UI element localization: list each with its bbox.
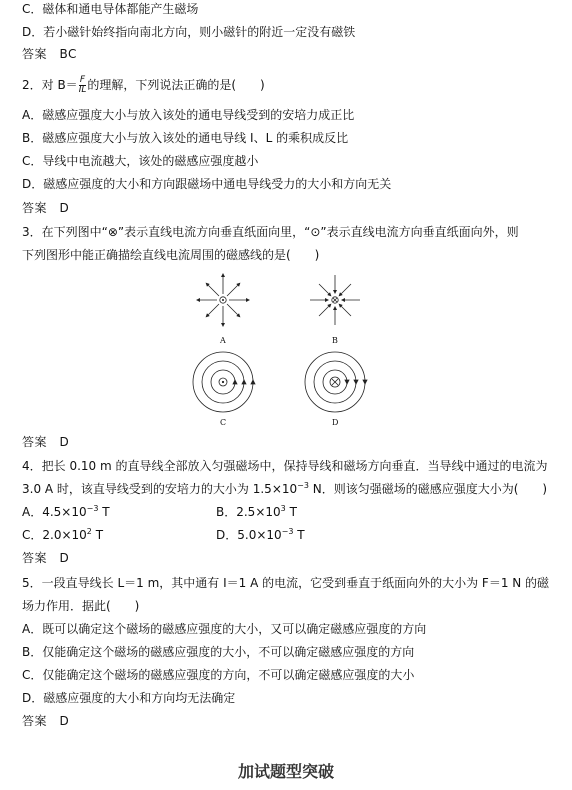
figure-label-a: A	[220, 336, 226, 345]
q5-option-b: B．仅能确定这个磁场的磁感应强度的大小，不可以确定磁感应强度的方向	[22, 645, 415, 659]
figure-label-d: D	[332, 418, 339, 427]
q4-option-b-exp: 3	[280, 504, 286, 513]
q3-figure	[180, 270, 380, 440]
q2-option-d: D．磁感应强度的大小和方向跟磁场中通电导线受力的大小和方向无关	[22, 177, 392, 191]
q4-option-a-exp: −3	[86, 504, 99, 513]
q4-option-d	[216, 527, 305, 543]
figure-label-c: C	[220, 418, 227, 427]
q3-answer: 答案 D	[22, 435, 70, 449]
q2-answer: 答案 D	[22, 201, 70, 215]
q3-stem-line2: 下列图形中能正确描绘直线电流周围的磁感线的是( )	[22, 248, 320, 262]
q5-stem-line1: 5．一段直导线长 L＝1 m，其中通有 I＝1 A 的电流，它受到垂直于纸面向外的大小为 F＝1 N 的磁	[22, 576, 550, 590]
q4-option-c-pre: C．2.0×10	[22, 528, 87, 542]
q2-option-a: A．磁感应强度大小与放入该处的通电导线受到的安培力成正比	[22, 108, 355, 122]
figure-d-circles	[305, 352, 367, 412]
q2-frac-den: IL	[78, 85, 87, 95]
q5-option-a: A．既可以确定这个磁场的磁感应强度的大小，又可以确定磁感应强度的方向	[22, 622, 427, 636]
q4-option-d-post: T	[293, 528, 305, 542]
q5-stem-line2: 场力作用．据此( )	[22, 599, 140, 613]
q4-stem-line2-post: N．则该匀强磁场的磁感应强度大小为( )	[308, 482, 548, 496]
q3-figure-svg	[180, 270, 380, 440]
q2-formula-fraction	[79, 76, 87, 95]
q5-answer: 答案 D	[22, 714, 70, 728]
section-title: 加试题型突破	[237, 762, 334, 781]
q2-option-b: B．磁感应强度大小与放入该处的通电导线 I、L 的乘积成反比	[22, 131, 349, 145]
q1-option-d: D．若小磁针始终指向南北方向，则小磁针的附近一定没有磁铁	[22, 25, 356, 39]
q4-answer: 答案 D	[22, 551, 70, 565]
q4-option-b-post: T	[285, 505, 297, 519]
q5-option-c: C．仅能确定这个磁场的磁感应强度的方向，不可以确定磁感应强度的大小	[22, 668, 415, 682]
q4-option-b-pre: B．2.5×10	[216, 505, 281, 519]
q4-option-d-pre: D．5.0×10	[216, 528, 282, 542]
figure-c-circles	[193, 352, 255, 412]
figure-b-radial	[310, 275, 360, 325]
q2-frac-num: F	[79, 75, 86, 85]
q4-option-c-exp: 2	[86, 527, 92, 536]
q4-stem-line1: 4．把长 0.10 m 的直导线全部放入匀强磁场中，保持导线和磁场方向垂直．当导线中通过的电流为	[22, 459, 548, 473]
q4-stem-line2-pre: 3.0 A 时，该直导线受到的安培力的大小为 1.5×10	[22, 482, 298, 496]
q4-option-a	[22, 504, 110, 520]
q2-stem-post: 的理解，下列说法正确的是( )	[87, 78, 265, 92]
q4-option-a-post: T	[98, 505, 110, 519]
q4-option-a-pre: A．4.5×10	[22, 505, 87, 519]
q4-stem-exp: −3	[297, 481, 309, 490]
q4-option-d-exp: −3	[281, 527, 294, 536]
q4-option-c	[22, 527, 103, 543]
q4-stem-line2	[22, 481, 547, 497]
q1-answer: 答案 BC	[22, 47, 77, 61]
q2-stem-pre: 2．对 B＝	[22, 78, 78, 92]
q4-option-c-post: T	[91, 528, 104, 542]
q5-option-d: D．磁感应强度的大小和方向均无法确定	[22, 691, 236, 705]
q3-stem-line1: 3．在下列图中“⊗”表示直线电流方向垂直纸面向里，“⊙”表示直线电流方向垂直纸面向外，则	[22, 225, 519, 239]
q2-option-c: C．导线中电流越大，该处的磁感应强度越小	[22, 154, 259, 168]
q1-option-c: C．磁体和通电导体都能产生磁场	[22, 2, 199, 16]
figure-a-radial	[198, 275, 248, 325]
q2-stem	[22, 76, 265, 95]
q4-option-b	[216, 504, 297, 520]
figure-label-b: B	[332, 336, 338, 345]
